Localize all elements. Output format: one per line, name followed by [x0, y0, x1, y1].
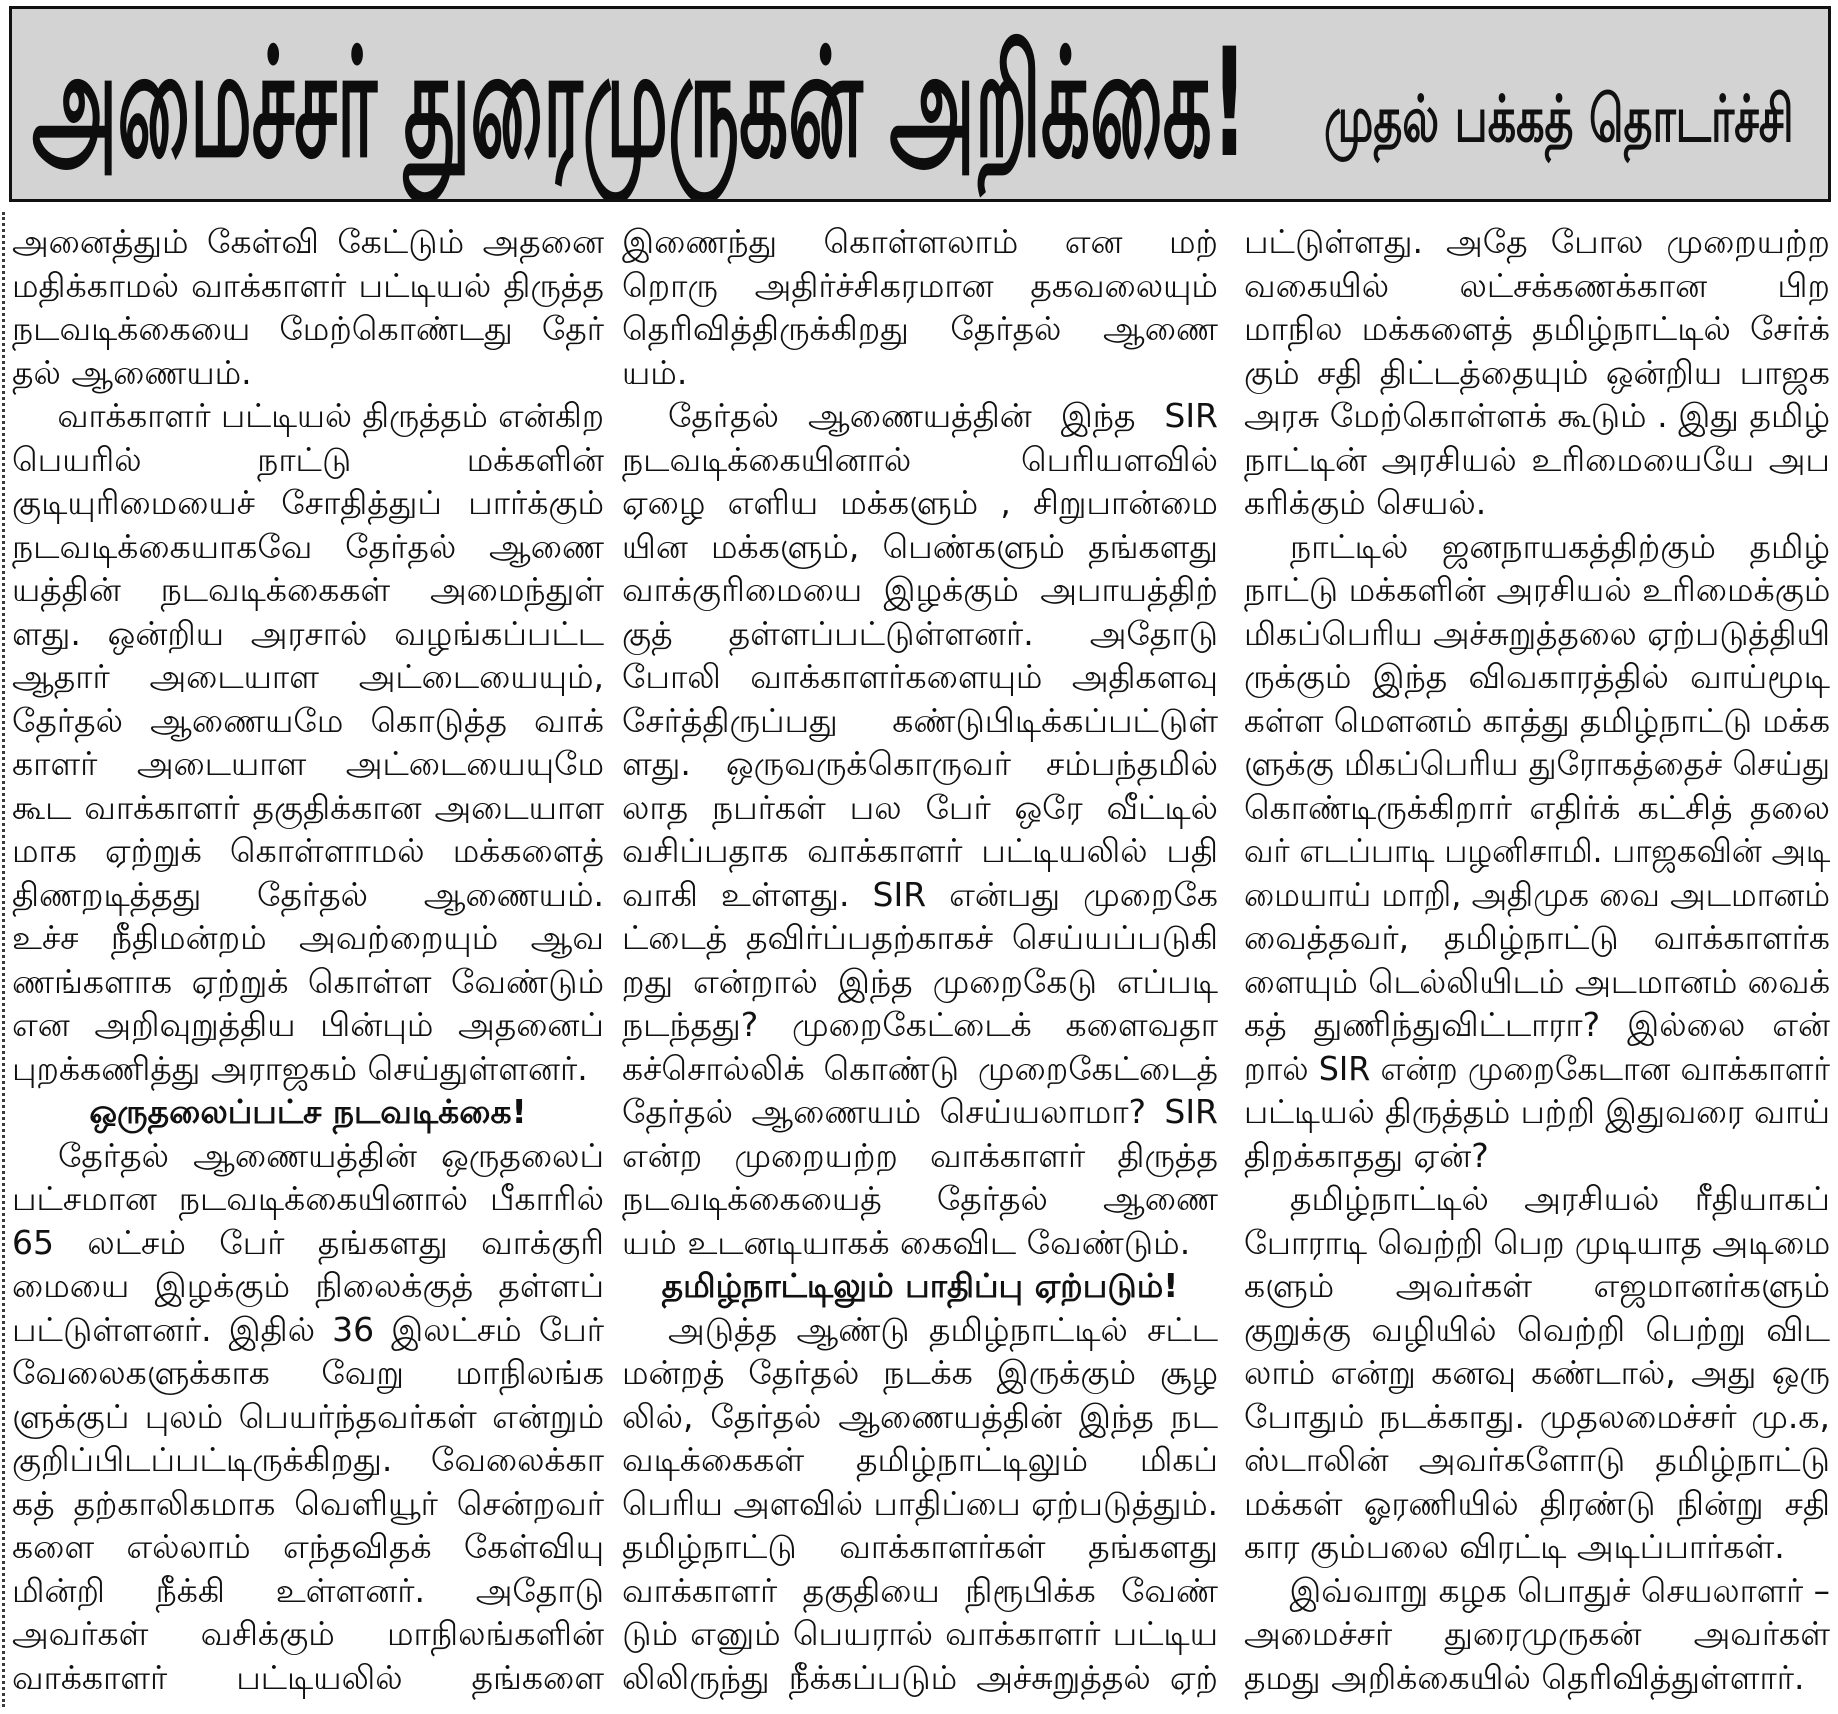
paragraph — [1244, 220, 1830, 525]
text-line: என அறிவுறுத்திய பின்பும் அதனைப் — [12, 1005, 604, 1044]
text-line: வடிக்கைகள் தமிழ்நாட்டிலும் மிகப் — [622, 1440, 1218, 1479]
text-line: நாட்டில் ஜனநாயகத்திற்கும் தமிழ் — [1290, 526, 1830, 566]
text-line: அரசு மேற்கொள்ளக் கூடும் . இது தமிழ் — [1244, 396, 1830, 435]
text-line: வாக்காளர் பட்டியலில் தங்களை — [12, 1657, 604, 1697]
text-line: போதும் நடக்காது. முதலமைச்சர் மு.க, — [1244, 1396, 1830, 1436]
paragraph — [12, 220, 604, 394]
paragraph — [1244, 1177, 1830, 1569]
text-line: வகையில் லட்சக்கணக்கான பிற — [1244, 265, 1830, 305]
text-line: வாக்காளர் பட்டியல் திருத்தம் என்கிற — [57, 396, 604, 435]
text-line: 65 லட்சம் பேர் தங்களது வாக்குரி — [12, 1222, 604, 1262]
text-line: தல் ஆணையம். — [12, 352, 252, 392]
text-line: ருக்கும் இந்த விவகாரத்தில் வாய்மூடி — [1244, 657, 1830, 696]
left-dotted-rule — [2, 212, 5, 1707]
text-line: றால் SIR என்ற முறைகேடான வாக்காளர் — [1244, 1048, 1830, 1088]
text-line: வாகி உள்ளது. SIR என்பது முறைகே — [622, 874, 1218, 914]
text-line: மாக ஏற்றுக் கொள்ளாமல் மக்களைத் — [12, 831, 604, 870]
continuation-label: முதல் பக்கத் தொடர்ச்சி — [1324, 83, 1794, 157]
text-line: நாட்டு மக்களின் அரசியல் உரிமைக்கும் — [1244, 570, 1830, 609]
text-line: நடவடிக்கையை மேற்கொண்டது தேர் — [12, 309, 604, 348]
text-line: மையாய் மாறி, அதிமுக வை அடமானம் — [1244, 874, 1830, 914]
text-line: யம் உடனடியாகக் கைவிட வேண்டும். — [622, 1222, 1191, 1262]
text-line: தமது அறிக்கையில் தெரிவித்துள்ளார். — [1244, 1657, 1805, 1697]
text-line: ஸ்டாலின் அவர்களோடு தமிழ்நாட்டு — [1244, 1440, 1830, 1479]
text-line: மிகப்பெரிய அச்சுறுத்தலை ஏற்படுத்தியி — [1244, 613, 1830, 653]
paragraph — [1244, 525, 1830, 1178]
text-line: தமிழ்நாட்டு வாக்காளர்கள் தங்களது — [622, 1527, 1218, 1566]
text-line: கொண்டிருக்கிறார் எதிர்க் கட்சித் தலை — [1244, 787, 1830, 827]
text-line: லாத நபர்கள் பல பேர் ஒரே வீட்டில் — [622, 787, 1218, 827]
text-line: ணங்களாக ஏற்றுக் கொள்ள வேண்டும் — [12, 961, 604, 1001]
text-line: இவ்வாறு கழக பொதுச் செயலாளர் – — [1289, 1570, 1830, 1610]
text-line: திணறடித்தது தேர்தல் ஆணையம். — [12, 874, 604, 914]
paragraph — [622, 1308, 1218, 1700]
text-line: அமைச்சர் துரைமுருகன் அவர்கள் — [1244, 1614, 1830, 1653]
headline-title: அமைச்சர் துரைமுருகன் அறிக்கை! — [32, 17, 1247, 191]
text-line: வாக்காளர் தகுதியை நிரூபிக்க வேண் — [622, 1570, 1218, 1610]
text-line: வாக்குரிமையை இழக்கும் அபாயத்திற் — [622, 570, 1218, 609]
text-line: நடந்தது? முறைகேட்டைக் களைவதா — [622, 1005, 1218, 1044]
text-line: பட்டுள்ளது. அதே போல முறையற்ற — [1244, 222, 1830, 261]
text-line: லில், தேர்தல் ஆணையத்தின் இந்த நட — [622, 1396, 1218, 1436]
text-line: பெயரில் நாட்டு மக்களின் — [12, 439, 604, 479]
text-line: ளையும் டெல்லியிடம் அடமானம் வைக் — [1244, 961, 1830, 1001]
text-line: தேர்தல் ஆணையம் செய்யலாமா? SIR — [622, 1092, 1218, 1131]
text-line: பெரிய அளவில் பாதிப்பை ஏற்படுத்தும். — [622, 1483, 1218, 1523]
paragraph — [622, 394, 1218, 1264]
text-line: நாட்டின் அரசியல் உரிமையையே அப — [1244, 439, 1830, 479]
text-line: புறக்கணித்து அராஜகம் செய்துள்ளனர். — [12, 1048, 588, 1088]
text-line: தேர்தல் ஆணையத்தின் இந்த SIR — [668, 396, 1218, 435]
text-line: களை எல்லாம் எந்தவிதக் கேள்வியு — [12, 1527, 604, 1566]
text-line: கத் தற்காலிகமாக வெளியூர் சென்றவர் — [12, 1483, 604, 1523]
text-line: மாநில மக்களைத் தமிழ்நாட்டில் சேர்க் — [1244, 309, 1830, 348]
text-line: லாம் என்று கனவு கண்டால், அது ஒரு — [1244, 1353, 1830, 1392]
text-line: களும் அவர்கள் எஜமானர்களும் — [1244, 1266, 1830, 1305]
text-line: றது என்றால் இந்த முறைகேடு எப்படி — [622, 961, 1218, 1001]
text-line: நடவடிக்கையினால் பெரியளவில் — [622, 439, 1218, 479]
text-line: யத்தின் நடவடிக்கைகள் அமைந்துள் — [12, 570, 604, 609]
text-line: பட்சமான நடவடிக்கையினால் பீகாரில் — [12, 1179, 604, 1218]
text-line: தேர்தல் ஆணையமே கொடுத்த வாக் — [12, 700, 604, 740]
subheading: தமிழ்நாட்டிலும் பாதிப்பு ஏற்படும்! — [661, 1266, 1179, 1305]
text-line: திறக்காதது ஏன்? — [1244, 1135, 1489, 1175]
text-line: போலி வாக்காளர்களையும் அதிகளவு — [622, 657, 1218, 696]
paragraph — [1244, 1569, 1830, 1700]
text-line: குடியுரிமையைச் சோதித்துப் பார்க்கும் — [12, 483, 604, 522]
text-line: மதிக்காமல் வாக்காளர் பட்டியல் திருத்த — [12, 265, 604, 305]
text-line: போராடி வெற்றி பெற முடியாத அடிமை — [1244, 1222, 1830, 1262]
text-line: டும் எனும் பெயரால் வாக்காளர் பட்டிய — [622, 1614, 1218, 1653]
article-column-3 — [1244, 220, 1830, 1700]
text-line: ளுக்குப் புலம் பெயர்ந்தவர்கள் என்றும் — [12, 1396, 604, 1436]
text-line: அடுத்த ஆண்டு தமிழ்நாட்டில் சட்ட — [668, 1309, 1218, 1349]
text-line: நடவடிக்கையைத் தேர்தல் ஆணை — [622, 1179, 1218, 1218]
headline-area — [32, 9, 1247, 199]
article-column-2 — [622, 220, 1218, 1700]
text-line: சேர்த்திருப்பது கண்டுபிடிக்கப்பட்டுள் — [622, 700, 1218, 740]
text-line: இணைந்து கொள்ளலாம் என மற் — [622, 222, 1218, 261]
text-line: கரிக்கும் செயல். — [1244, 483, 1487, 522]
text-line: வசிப்பதாக வாக்காளர் பட்டியலில் பதி — [622, 831, 1218, 870]
text-line: கூட வாக்காளர் தகுதிக்கான அடையாள — [12, 787, 604, 827]
text-line: பட்டியல் திருத்தம் பற்றி இதுவரை வாய் — [1244, 1092, 1830, 1131]
text-line: தேர்தல் ஆணையத்தின் ஒருதலைப் — [58, 1135, 604, 1175]
text-line: லிலிருந்து நீக்கப்படும் அச்சுறுத்தல் ஏற் — [622, 1657, 1218, 1697]
text-line: கத் துணிந்துவிட்டாரா? இல்லை என் — [1244, 1005, 1830, 1044]
continuation-area — [1324, 79, 1794, 161]
text-line: ட்டைத் தவிர்ப்பதற்காகச் செய்யப்படுகி — [622, 918, 1218, 957]
text-line: ஏழை எளிய மக்களும் , சிறுபான்மை — [622, 483, 1218, 522]
text-line: தெரிவித்திருக்கிறது தேர்தல் ஆணை — [622, 309, 1218, 348]
text-line: கச்சொல்லிக் கொண்டு முறைகேட்டைத் — [622, 1048, 1218, 1088]
text-line: குத் தள்ளப்பட்டுள்ளனர். அதோடு — [622, 613, 1218, 653]
text-line: மையை இழக்கும் நிலைக்குத் தள்ளப் — [12, 1266, 604, 1305]
text-line: குறுக்கு வழியில் வெற்றி பெற்று விட — [1244, 1309, 1830, 1349]
text-line: உச்ச நீதிமன்றம் அவற்றையும் ஆவ — [12, 918, 604, 957]
text-line: நடவடிக்கையாகவே தேர்தல் ஆணை — [12, 526, 604, 566]
subheading: ஒருதலைப்பட்ச நடவடிக்கை! — [89, 1092, 527, 1131]
text-line: வேலைகளுக்காக வேறு மாநிலங்க — [12, 1353, 604, 1392]
article-column-1 — [12, 220, 604, 1700]
text-line: ளுக்கு மிகப்பெரிய துரோகத்தைச் செய்து — [1244, 744, 1830, 783]
text-line: ஆதார் அடையாள அட்டையையும், — [12, 657, 604, 696]
text-line: வர் எடப்பாடி பழனிசாமி. பாஜகவின் அடி — [1244, 831, 1830, 870]
text-line: யம். — [622, 352, 688, 392]
text-line: காளர் அடையாள அட்டையையுமே — [12, 744, 604, 783]
paragraph — [12, 1134, 604, 1700]
text-line: றொரு அதிர்ச்சிகரமான தகவலையும் — [622, 265, 1218, 305]
text-line: வைத்தவர், தமிழ்நாட்டு வாக்காளர்க — [1244, 918, 1830, 957]
text-line: ளது. ஒருவருக்கொருவர் சம்பந்தமில் — [622, 744, 1218, 783]
text-line: அனைத்தும் கேள்வி கேட்டும் அதனை — [12, 222, 604, 261]
text-line: மன்றத் தேர்தல் நடக்க இருக்கும் சூழ — [622, 1353, 1218, 1392]
text-line: என்ற முறையற்ற வாக்காளர் திருத்த — [622, 1135, 1218, 1175]
text-line: மக்கள் ஓரணியில் திரண்டு நின்று சதி — [1244, 1483, 1830, 1523]
text-line: யின மக்களும், பெண்களும் தங்களது — [622, 526, 1218, 566]
text-line: கும் சதி திட்டத்தையும் ஒன்றிய பாஜக — [1244, 352, 1830, 392]
text-line: கள்ள மௌனம் காத்து தமிழ்நாட்டு மக்க — [1244, 700, 1830, 740]
text-line: ளது. ஒன்றிய அரசால் வழங்கப்பட்ட — [12, 613, 604, 653]
text-line: தமிழ்நாட்டில் அரசியல் ரீதியாகப் — [1290, 1179, 1830, 1218]
text-line: அவர்கள் வசிக்கும் மாநிலங்களின் — [12, 1614, 604, 1653]
text-line: கார கும்பலை விரட்டி அடிப்பார்கள். — [1244, 1527, 1785, 1566]
text-line: பட்டுள்ளனர். இதில் 36 இலட்சம் பேர் — [12, 1309, 604, 1349]
paragraph — [622, 220, 1218, 394]
text-line: மின்றி நீக்கி உள்ளனர். அதோடு — [12, 1570, 604, 1610]
page-header — [9, 6, 1831, 202]
text-line: குறிப்பிடப்பட்டிருக்கிறது. வேலைக்கா — [12, 1440, 604, 1479]
paragraph — [12, 394, 604, 1090]
